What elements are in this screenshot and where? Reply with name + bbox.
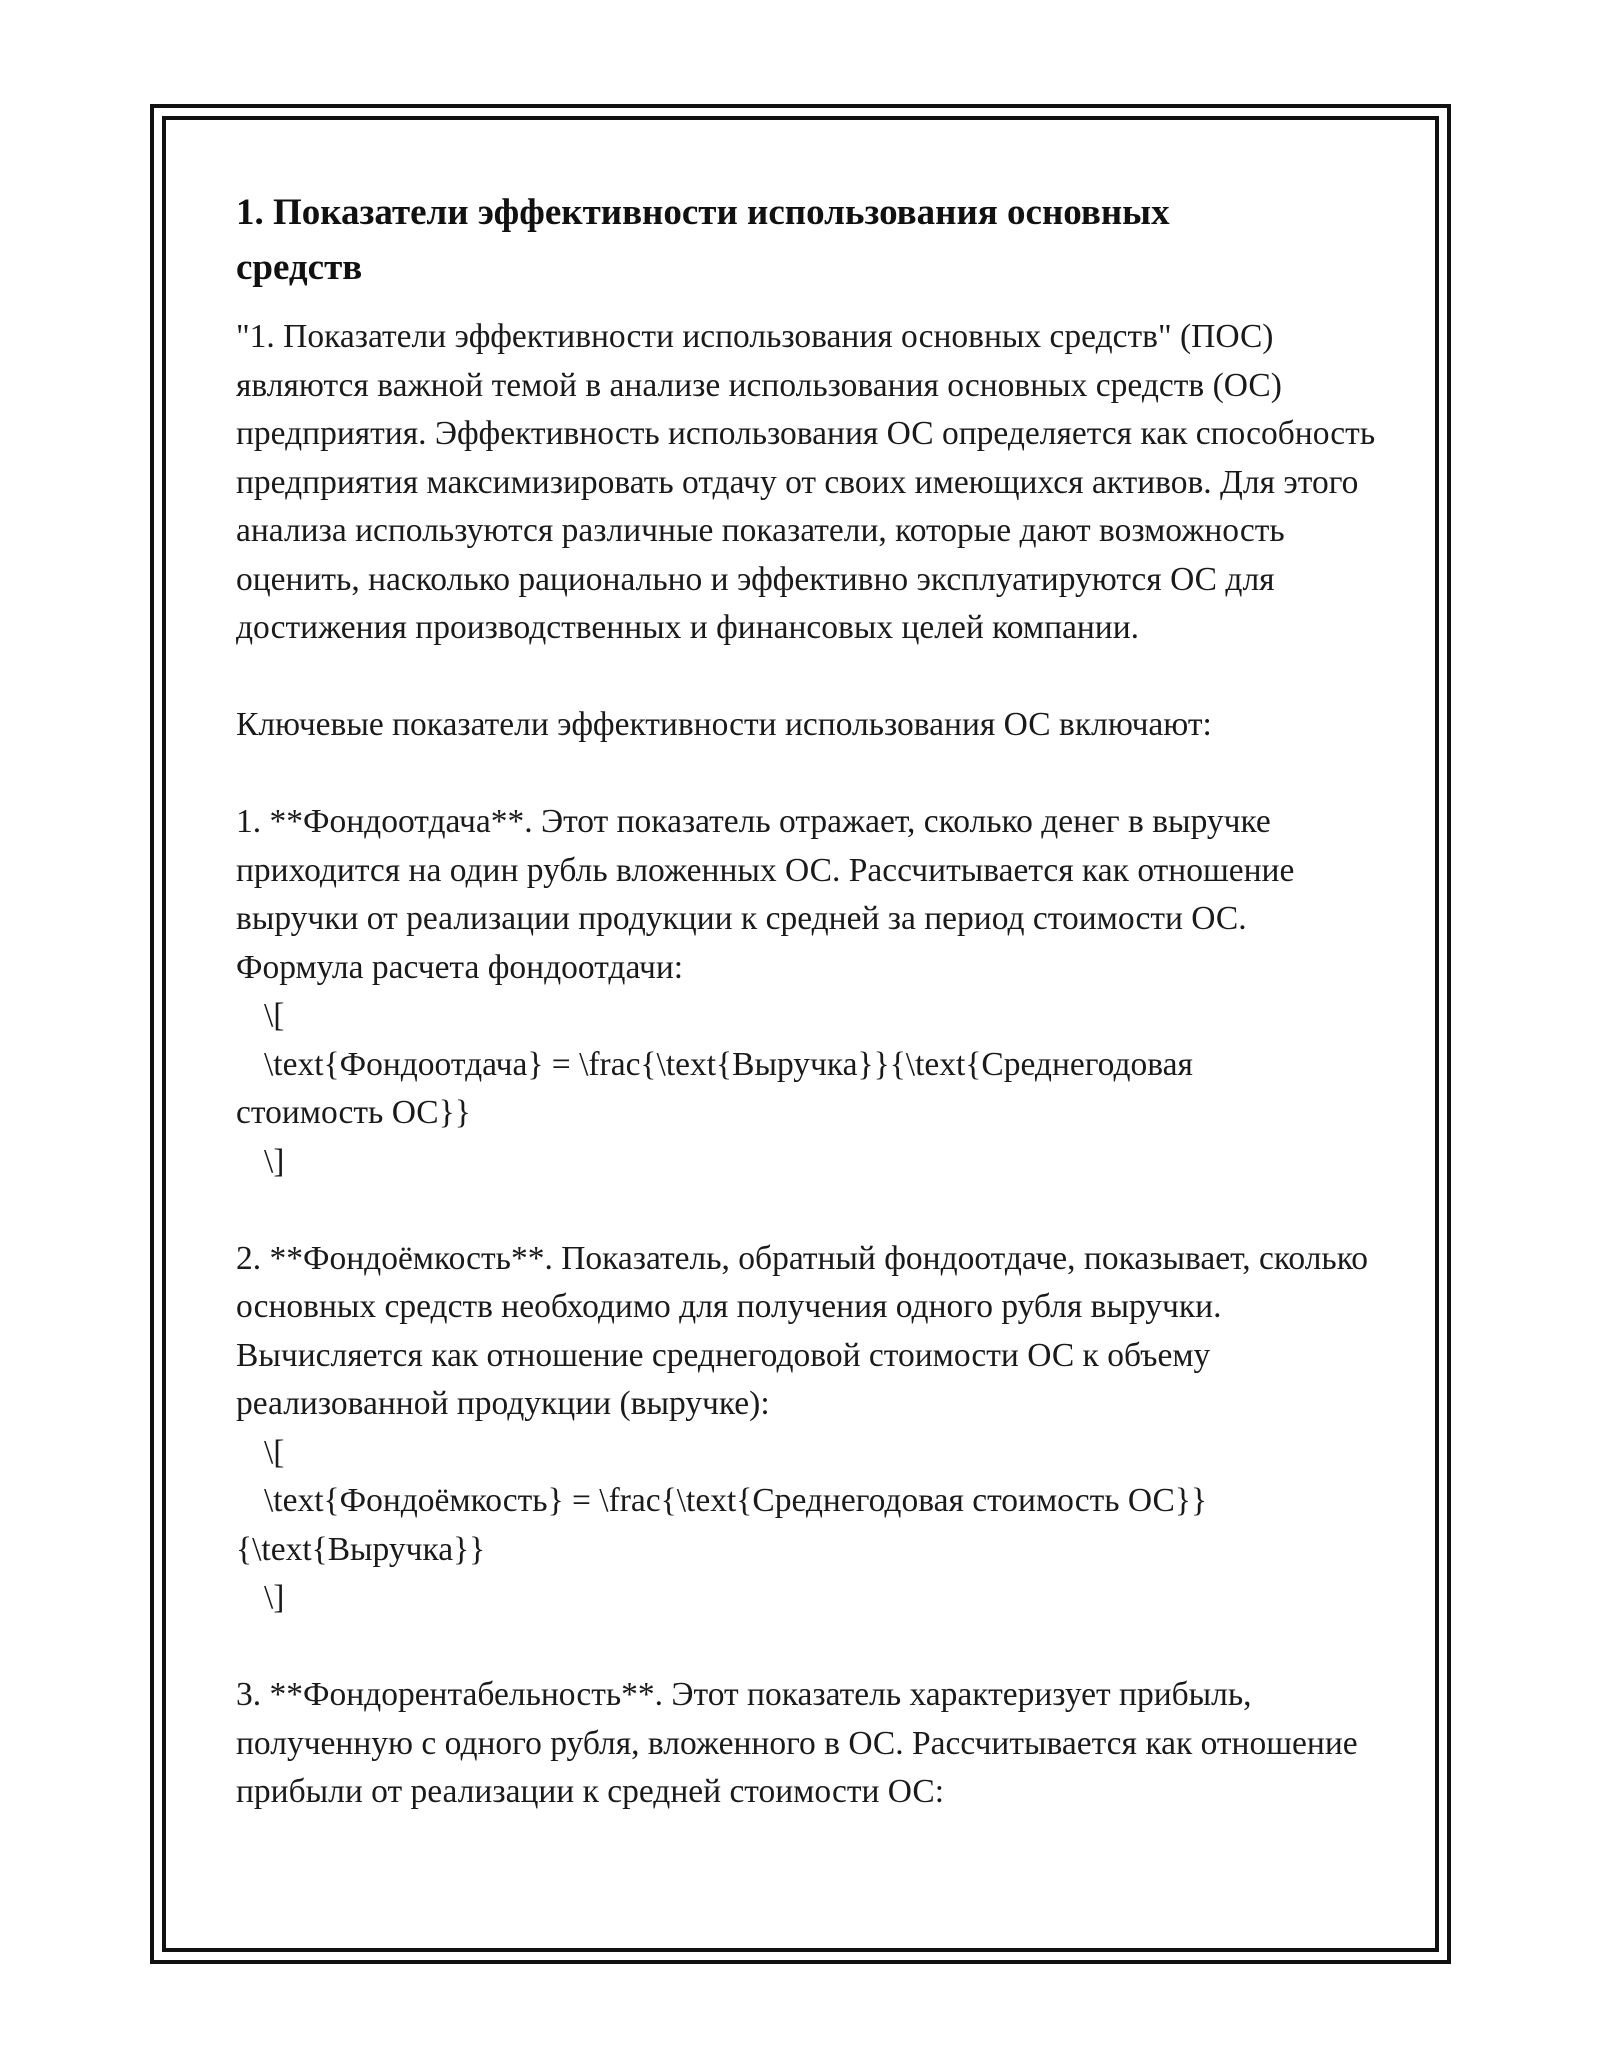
- document-body: [236, 185, 1384, 1817]
- section-title-line1: 1. Показатели эффективности использования основных: [236, 192, 1170, 233]
- intro-paragraph: "1. Показатели эффективности использования основных средств" (ПОС) являются важной темой в анализе использования основных средств (ОС) предприятия. Эффективность использования ОС определяется как способность предприятия максимизировать отдачу от своих имеющихся активов. Для этого анализа используются различные показатели, которые дают возможность оценить, насколько рационально и эффективно эксплуатируются ОС для достижения производственных и финансовых целей компании.: [236, 318, 1384, 646]
- item1-formula-close: \]: [264, 1142, 285, 1180]
- item2-formula-body: \text{Фондоёмкость} = \frac{\text{Среднегодовая стоимость ОС}}: [264, 1482, 1208, 1519]
- key-indicators-intro: Ключевые показатели эффективности использования ОС включают:: [236, 706, 1212, 743]
- item1-formula-open: \[: [264, 997, 285, 1034]
- spacer: [236, 750, 1376, 799]
- spacer: [236, 1186, 1376, 1235]
- item2-formula-close: \]: [264, 1579, 285, 1616]
- item1-formula-body-cont: стоимость ОС}}: [236, 1094, 471, 1131]
- spacer: [236, 1623, 1376, 1672]
- item1-formula-body: \text{Фондоотдача} = \frac{\text{Выручка}}{\text{Среднегодовая: [264, 1045, 1193, 1083]
- section-title: [236, 185, 1376, 295]
- item2-formula-body-cont: {\text{Выручка}}: [236, 1530, 486, 1568]
- section-title-line2: средств: [236, 247, 363, 288]
- spacer: [236, 653, 1376, 702]
- item2-formula-open: \[: [264, 1433, 285, 1471]
- item1-paragraph: 1. **Фондоотдача**. Этот показатель отражает, сколько денег в выручке приходится на один рубль вложенных ОС. Рассчитывается как отношение выручки от реализации продукции к средней за период стоимости ОС. Формула расчета фондоотдачи:: [236, 803, 1303, 986]
- item2-paragraph: 2. **Фондоёмкость**. Показатель, обратный фондоотдаче, показывает, сколько основных средств необходимо для получения одного рубля выручки. Вычисляется как отношение среднегодовой стоимости ОС к объему реализованной продукции (выручке):: [236, 1239, 1377, 1422]
- item3-paragraph: 3. **Фондорентабельность**. Этот показатель характеризует прибыль, полученную с одного рубля, вложенного в ОС. Рассчитывается как отношение прибыли от реализации к средней стоимости ОС:: [236, 1676, 1367, 1810]
